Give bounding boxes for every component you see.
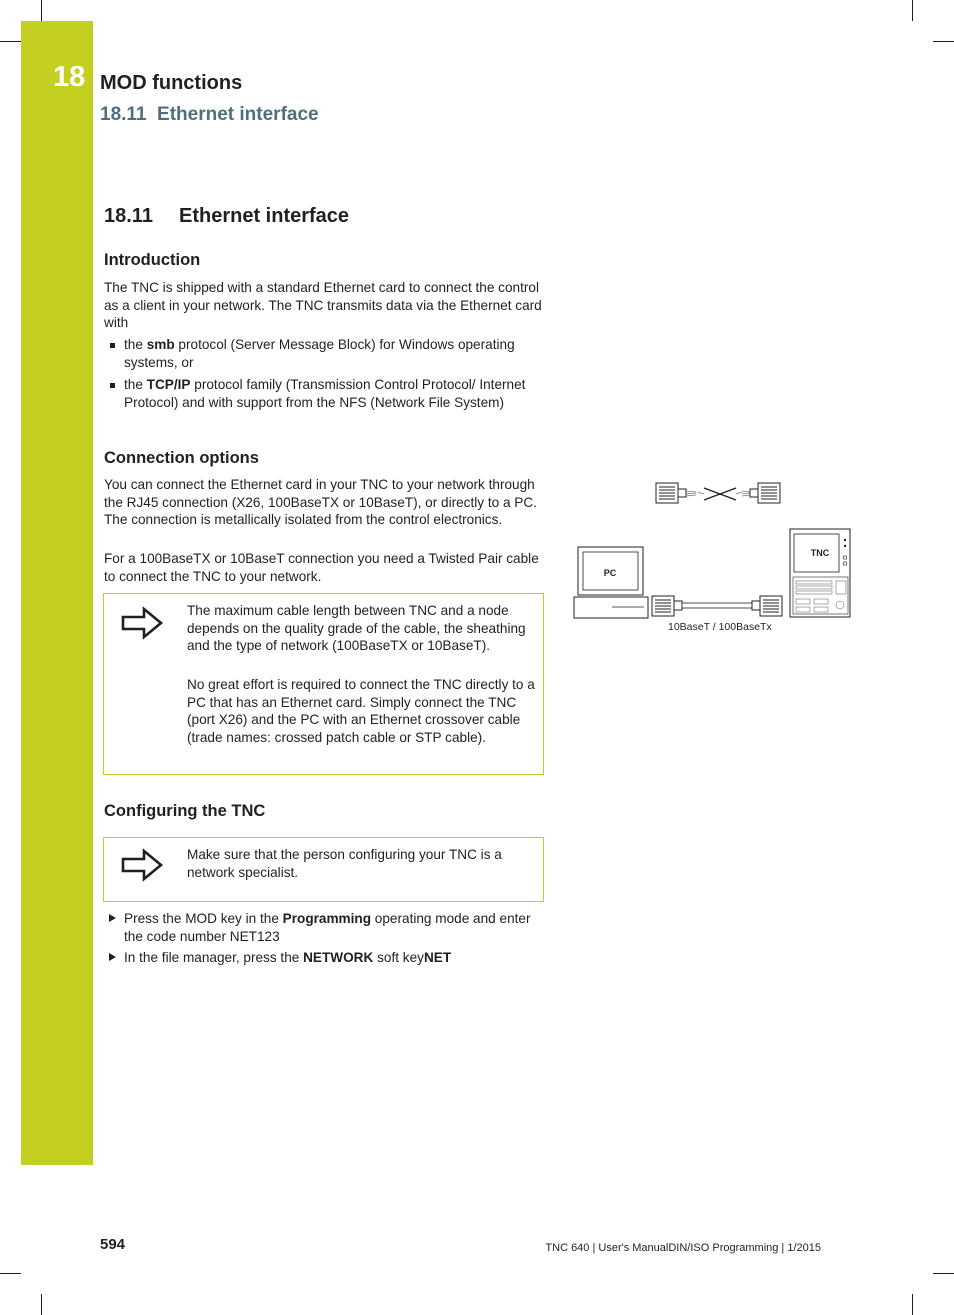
crop-mark <box>912 1294 913 1315</box>
bullet-square-icon <box>110 343 115 348</box>
list-item <box>104 910 544 945</box>
crossover-cable-icon <box>656 483 780 503</box>
list-item <box>104 376 544 411</box>
step-keyword: NET <box>423 950 452 965</box>
crop-mark <box>41 0 42 21</box>
pc-computer-icon <box>574 547 648 618</box>
chapter-title: MOD functions <box>100 72 243 94</box>
step-text: soft key <box>373 950 424 965</box>
section-title: Ethernet interface <box>179 205 350 227</box>
arrow-right-icon <box>120 848 164 882</box>
introduction-paragraph: The TNC is shipped with a standard Ethernet card to connect the control as a client in your network. The TNC transmits data via the Ethernet card with <box>104 280 542 331</box>
network-connection-diagram <box>572 478 852 638</box>
step-text: Press the MOD key in the <box>124 911 283 926</box>
introduction-heading: Introduction <box>104 251 201 269</box>
note-box <box>103 837 544 902</box>
tnc-label: TNC <box>810 548 830 558</box>
arrow-right-icon <box>120 606 164 640</box>
bullet-text: protocol (Server Message Block) for Windows operating systems, or <box>124 337 515 370</box>
bullet-text: the <box>124 337 147 352</box>
bullet-keyword: TCP/IP <box>146 377 191 392</box>
list-item <box>104 336 544 371</box>
footer-text: TNC 640 | User's ManualDIN/ISO Programming | 1/2015 <box>545 1242 821 1254</box>
crop-mark <box>933 41 954 42</box>
cable-label: 10BaseT / 100BaseTx <box>668 621 772 633</box>
page-number: 594 <box>100 1236 126 1253</box>
step-keyword: NETWORK <box>303 950 374 965</box>
note-text: The maximum cable length between TNC and a node depends on the quality grade of the cable, the sheathing and the type of network (100BaseTX or 10BaseT). <box>187 603 526 654</box>
bullet-text: protocol family (Transmission Control Protocol/ Internet Protocol) and with support from the NFS (Network File System) <box>124 377 526 410</box>
section-number: 18.11 <box>104 205 153 227</box>
chapter-number: 18 <box>53 61 86 93</box>
step-keyword: Programming <box>282 911 372 926</box>
connection-paragraph: You can connect the Ethernet card in your TNC to your network through the RJ45 connection (X26, 100BaseTX or 10BaseT), or directly to a PC. The connection is metallically isolated from the control electronics. <box>104 477 537 528</box>
bullet-keyword: smb <box>146 337 175 352</box>
crop-mark <box>912 0 913 21</box>
step-arrow-icon <box>109 914 116 922</box>
step-arrow-icon <box>109 953 116 961</box>
crop-mark <box>0 1273 21 1274</box>
tnc-control-icon <box>790 529 850 617</box>
crop-mark <box>933 1273 954 1274</box>
note-box <box>103 593 544 775</box>
list-item <box>104 949 544 967</box>
section-heading <box>104 205 349 228</box>
configuring-heading: Configuring the TNC <box>104 802 266 820</box>
note-text: No great effort is required to connect the TNC directly to a PC that has an Ethernet card. Simply connect the TNC (port X26) and the PC with an Ethernet crossover cable (trade names: crossed patch cable or STP cable). <box>187 677 535 745</box>
crop-mark <box>41 1294 42 1315</box>
connection-heading: Connection options <box>104 449 259 467</box>
running-section-header: 18.11 Ethernet interface <box>100 104 319 125</box>
step-text: operating mode and enter the code number NET123 <box>124 911 531 944</box>
note-text: Make sure that the person configuring your TNC is a network specialist. <box>187 847 502 880</box>
connection-paragraph: For a 100BaseTX or 10BaseT connection you need a Twisted Pair cable to connect the TNC to your network. <box>104 551 539 584</box>
crop-mark <box>0 41 21 42</box>
step-text: In the file manager, press the <box>124 950 304 965</box>
bullet-text: the <box>124 377 147 392</box>
straight-cable-icon <box>652 596 782 616</box>
bullet-square-icon <box>110 383 115 388</box>
pc-label: PC <box>603 568 617 578</box>
chapter-tab-bar <box>21 21 93 1165</box>
